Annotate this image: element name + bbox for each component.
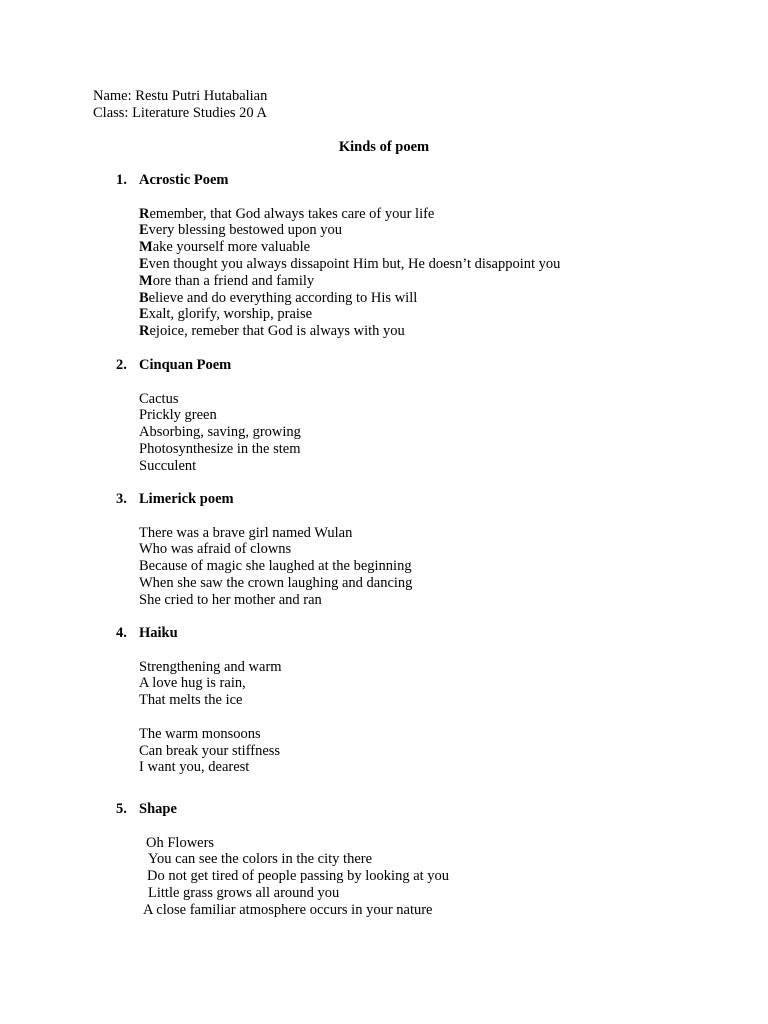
- poem-line: When she saw the crown laughing and dancing: [139, 574, 413, 591]
- section-number: 3.: [116, 491, 127, 507]
- section-title: Limerick poem: [139, 491, 234, 507]
- section-number: 1.: [116, 172, 127, 188]
- line-text: xalt, glorify, worship, praise: [148, 306, 313, 323]
- poem-line: [139, 206, 560, 223]
- student-name: Name: Restu Putri Hutabalian: [93, 88, 268, 104]
- line-text: very blessing bestowed upon you: [148, 222, 342, 239]
- poem-line: Photosynthesize in the stem: [139, 440, 301, 457]
- section-number: 5.: [116, 801, 127, 817]
- acrostic-initial: R: [139, 205, 150, 222]
- poem-line: Who was afraid of clowns: [139, 541, 292, 558]
- acrostic-poem: [139, 206, 560, 340]
- section-title: Acrostic Poem: [139, 172, 229, 188]
- line-text: emember, that God always takes care of your life: [149, 205, 435, 222]
- acrostic-initial: M: [139, 272, 153, 289]
- section-number: 4.: [116, 625, 127, 641]
- cinquan-poem: [139, 391, 301, 475]
- poem-line: [139, 256, 560, 273]
- student-info: [93, 88, 267, 122]
- poem-line: Little grass grows all around you: [148, 884, 340, 901]
- poem-line: [139, 239, 560, 256]
- poem-line: Do not get tired of people passing by looking at you: [147, 868, 450, 885]
- acrostic-initial: M: [139, 239, 153, 256]
- line-text: ven thought you always dissapoint Him but, He doesn’t disappoint you: [148, 255, 561, 272]
- acrostic-initial: R: [139, 323, 150, 340]
- section-number: 2.: [116, 357, 127, 373]
- shape-poem: [0, 835, 449, 919]
- poem-line: She cried to her mother and ran: [139, 591, 322, 608]
- line-text: ake yourself more valuable: [152, 239, 311, 256]
- poem-line: There was a brave girl named Wulan: [139, 524, 353, 541]
- poem-line: Prickly green: [139, 407, 217, 424]
- poem-line: You can see the colors in the city there: [148, 851, 373, 868]
- poem-line: [139, 290, 560, 307]
- section-title: Haiku: [139, 625, 178, 641]
- haiku-poem: [139, 659, 282, 777]
- poem-line: That melts the ice: [139, 692, 243, 709]
- acrostic-initial: B: [139, 289, 149, 306]
- poem-line: Absorbing, saving, growing: [139, 424, 301, 441]
- poem-line: [139, 323, 560, 340]
- acrostic-initial: E: [139, 306, 149, 323]
- poem-line: Can break your stiffness: [139, 742, 281, 759]
- acrostic-initial: E: [139, 222, 149, 239]
- poem-line: Oh Flowers: [146, 834, 215, 851]
- poem-line: Strengthening and warm: [139, 658, 282, 675]
- section-title: Cinquan Poem: [139, 357, 232, 373]
- stanza-gap: [139, 709, 282, 726]
- poem-line: Cactus: [139, 390, 179, 407]
- student-class: Class: Literature Studies 20 A: [93, 104, 267, 121]
- poem-line: [139, 306, 560, 323]
- line-text: elieve and do everything according to His will: [148, 289, 418, 306]
- document-title: Kinds of poem: [338, 139, 430, 155]
- line-text: ore than a friend and family: [152, 272, 315, 289]
- poem-line: A close familiar atmosphere occurs in your nature: [143, 901, 433, 918]
- poem-line: Succulent: [139, 457, 197, 474]
- line-text: ejoice, remeber that God is always with you: [149, 323, 405, 340]
- poem-line: The warm monsoons: [139, 725, 261, 742]
- limerick-poem: [139, 525, 412, 609]
- acrostic-initial: E: [139, 255, 149, 272]
- poem-line: I want you, dearest: [139, 759, 250, 776]
- poem-line: A love hug is rain,: [139, 675, 246, 692]
- poem-line: [139, 222, 560, 239]
- section-title: Shape: [139, 801, 177, 817]
- poem-line: Because of magic she laughed at the beginning: [139, 558, 412, 575]
- poem-line: [139, 273, 560, 290]
